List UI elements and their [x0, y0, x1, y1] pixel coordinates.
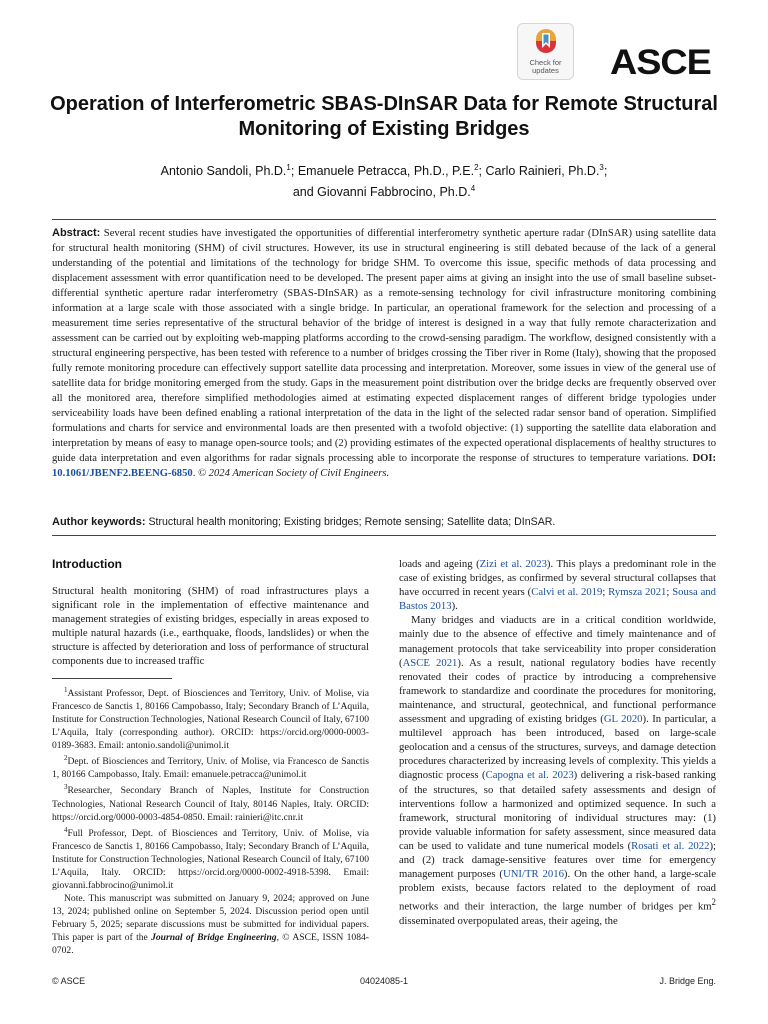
- footnote: $^4$Full Professor, Dept. of Biosciences and Territory, Univ. of Molise, via Francesco de Sanctis 1, 80166 Campobasso, Italy; Secondary Branch of L’Aquila, Institute for Construction Technologies, National Research Council of Italy, 67100 L’Aquila, Italy. ORCID: https://orcid.org/0000-0002-4918-5398. Email: giovanni.fabbrocino@unimol.it: [52, 825, 369, 891]
- citation-link[interactable]: Rymsza 2021: [608, 586, 667, 599]
- paper-title: Operation of Interferometric SBAS-DInSAR Data for Remote Structural Monitoring of Existing Bridges: [50, 93, 718, 140]
- citation-link[interactable]: GL 2020: [603, 713, 643, 726]
- copyright-notice: © 2024 American Society of Civil Engineers.: [197, 468, 390, 479]
- footnote-mark: 4: [64, 825, 68, 834]
- author-separator: ;: [603, 164, 608, 179]
- footnote-rule: [52, 678, 172, 679]
- citation-link[interactable]: Zizi et al. 2023: [479, 558, 547, 570]
- keywords-bottom-rule: [52, 535, 716, 536]
- body-column-left: [52, 584, 369, 669]
- journal-abbreviation: J. Bridge Eng.: [659, 976, 716, 986]
- footnotes: [52, 684, 369, 957]
- asce-logo: ASCE: [610, 43, 711, 82]
- journal-name: Journal of Bridge Engineering: [151, 931, 277, 943]
- footnote-mark: 1: [64, 686, 68, 694]
- doi-label: DOI:: [692, 453, 717, 464]
- submission-note: Note. This manuscript was submitted on January 9, 2024; approved on June 13, 2024; published online on September 5, 2024. Discussion period open until February 5, 2025; separate discussions must be submitted for individual papers. This paper is part of the Journal of Bridge Engineering, © ASCE, ISSN 1084-0702.: [52, 892, 369, 956]
- article-number: 04024085-1: [359, 976, 409, 986]
- abstract: Abstract: Several recent studies have investigated the opportunities of differential interferometry synthetic aperture radar (DInSAR) using satellite data for structural health monitoring (SHM) of civil structures. However, its use in structural engineering is still debated because of the lack of a general understanding of the potential and limitations of the technology for bridge SHM. To overcome this issue, specific methods of data processing and displacement assessment with error quantification need to be developed. The present paper aims at giving an insight into the use of small baseline subset-differential synthetic aperture radar interferometry (SBAS-DInSAR) as a remote-sensing technology for civil infrastructure monitoring combining information at a large scale with those associated with a single bridge. In particular, an operational framework for the selection and processing of a measurement time series representative of the structural behavior of the bridge of interest is designed in a way that fully remote characterization and assessment can be carried out by exploiting web-mapping platforms according to the crowd-sensing paradigm. The workflow, designed consistently with a structural engineering perspective, has been tested with reference to a number of bridges crossing the Tiber river in Rome (Italy), showing that the proposed fully remote monitoring procedure can effectively support satellite data processing and interpretation. Moreover, some issues in view of the general use of satellite data for bridge monitoring emerged from the study. Gaps in the measurement point distribution over the bridge decks are frequently observed over all the monitored area, therefore simplified methodologies aimed at estimating expected displacement ranges of different bridge typologies under serviceability loads have been defined enabling a rational interpretation of the data in the light of the selected radar sensor band of operation. Simplified formulations and charts for service and environmental loads are then presented with a twofold objective: (1) supporting the satellite data elaboration and interpretation by means of easy to manage open-source tools; and (2) providing estimates of the expected operational displacements of healthy structures to guide data interpretation and even algorithms for radar signals processing able to incorporate the response of structures to temperature variations. DOI: 10.1061/JBENF2.BEENG-6850. © 2024 American Society of Civil Engineers.: [52, 227, 717, 479]
- affiliation-mark: 3: [599, 163, 604, 172]
- author-name: Emanuele Petracca, Ph.D., P.E.: [297, 164, 475, 179]
- author-list: [40, 159, 728, 201]
- paragraph: loads and ageing (Zizi et al. 2023). This plays a predominant role in the case of existing bridges, as confirmed by several structural collapses that have occurred in recent years (Calvi et al. 2019; Rymsza 2021; Sousa and Bastos 2013).: [399, 558, 716, 613]
- paragraph: Structural health monitoring (SHM) of road infrastructures plays a significant role in the implementation of effective maintenance and management strategies of existing bridges, especially in areas exposed to multiple natural hazards (i.e., earthquake, floods, landslides) or when the structure is affected by deterioration and loss of performance of structural components due to increased traffic: [52, 585, 369, 668]
- citation-link[interactable]: ASCE 2021: [402, 656, 458, 669]
- citation-link[interactable]: Rosati et al. 2022: [631, 839, 710, 852]
- citation-link[interactable]: Sousa and Bastos 2013: [399, 586, 716, 613]
- footnote: $^3$Researcher, Secondary Branch of Naples, Institute for Construction Technologies, National Research Council of Italy, 80146 Naples, Italy. ORCID: https://orcid.org/0000-0003-4854-0850. Email: rainieri@itc.cnr.it: [52, 783, 369, 823]
- check-for-updates-badge[interactable]: [517, 23, 574, 80]
- check-for-updates-label: Check for updates: [529, 58, 562, 75]
- affiliation-mark: 2: [474, 163, 479, 172]
- abstract-heading: Abstract:: [52, 227, 101, 239]
- body-column-right: [399, 557, 716, 928]
- author-keywords: [52, 515, 716, 529]
- doi-link[interactable]: 10.1061/JBENF2.BEENG-6850: [52, 468, 193, 479]
- abstract-top-rule: [52, 219, 716, 220]
- paragraph: Many bridges and viaducts are in a critical condition worldwide, mainly due to the absence of effective and timely maintenance and of management protocols that take serviceability into proper consideration (ASCE 2021). As a result, national regulatory bodies have recently renovated their codes of practice by introducing a comprehensive framework to standardize and coordinate the procedures for monitoring, maintenance, and structural, geotechnical, and functional performance assessment and upgrading of existing bridges (GL 2020). In particular, a multilevel approach has been introduced, based on large-scale geolocation and a census of the structures, surveys, and damage detection procedures characterized by increasing levels of complexity. This yields a diagnostic process (Capogna et al. 2023) delivering a risk-based ranking of the structures, so that detailed safety assessments and design of interventions follow a harmonized and optimized sequence. In such a framework, structural monitoring of individual structures may: (1) provide valuable information for safety assessment, since measured data can be used to validate and tune numerical models (Rosati et al. 2022); and (2) track damage-sensitive features over time for emergency management purposes (UNI/TR 2016). On the other hand, a large-scale problem exists, because factors related to the deployment of road networks and their interaction, the large number of bridges per $km^2$ disseminated overpopulated areas, their ageing, the: [399, 614, 717, 927]
- affiliation-mark: 4: [470, 184, 476, 194]
- section-heading-introduction: Introduction: [52, 557, 122, 571]
- author-name: Carlo Rainieri, Ph.D.: [485, 164, 600, 179]
- author-separator: ;: [478, 164, 486, 179]
- footnote: $^1$Assistant Professor, Dept. of Biosciences and Territory, Univ. of Molise, via Francesco de Sanctis 1, 80166 Campobasso, Italy; Secondary Branch of L’Aquila, Institute for Construction Technologies, National Research Council of Italy, 67100 L’Aquila, Italy (corresponding author). ORCID: https://orcid.org/0000-0003-0189-3683. Email: antonio.sandoli@unimol.it: [52, 686, 369, 752]
- citation-link[interactable]: UNI/TR 2016: [503, 868, 564, 881]
- page-footer: [52, 976, 716, 990]
- footnote-mark: 2: [64, 754, 68, 763]
- author-separator: ;: [290, 164, 298, 179]
- footer-copyright: © ASCE: [52, 976, 86, 986]
- keywords-heading: Author keywords:: [52, 516, 146, 528]
- citation-link[interactable]: Capogna et al. 2023: [485, 769, 574, 782]
- citation-link[interactable]: Calvi et al. 2019: [531, 586, 603, 599]
- author-name: Antonio Sandoli, Ph.D.: [160, 164, 287, 179]
- affiliation-mark: 1: [286, 163, 291, 172]
- crossmark-icon: [535, 28, 557, 54]
- keywords-text: Structural health monitoring; Existing bridges; Remote sensing; Satellite data; DInSAR.: [148, 516, 556, 528]
- footnote: $^2$Dept. of Biosciences and Territory, Univ. of Molise, via Francesco de Sanctis 1, 80166 Campobasso, Italy. Email: emanuele.petracca@unimol.it: [52, 754, 369, 781]
- author-name: and Giovanni Fabbrocino, Ph.D.: [292, 185, 471, 200]
- abstract-body: Several recent studies have investigated the opportunities of differential interferometry synthetic aperture radar (DInSAR) using satellite data for structural health monitoring (SHM) of civil structures. However, its use in structural engineering is still debated because of the lack of a general understanding of the potential and limitations of the technology for bridge SHM. To overcome this issue, specific methods of data processing and displacement assessment with error quantification need to be developed. The present paper aims at giving an insight into the use of small baseline subset-differential synthetic aperture radar interferometry (SBAS-DInSAR) as a remote-sensing technology for civil infrastructure monitoring combining information at a large scale with those associated with a single bridge. In particular, an operational framework for the selection and processing of a measurement time series representative of the structural behavior of the bridge of interest is designed in a way that fully remote characterization and assessment can be carried out by exploiting web-mapping platforms according to the crowd-sensing paradigm. The workflow, designed consistently with a structural engineering perspective, has been tested with reference to a number of bridges crossing the Tiber river in Rome (Italy), showing that the proposed fully remote monitoring procedure can effectively support satellite data processing and interpretation. Moreover, some issues in view of the general use of satellite data for bridge monitoring emerged from the study. Gaps in the measurement point distribution over the bridge decks are frequently observed over all the monitored area, therefore simplified methodologies aimed at estimating expected displacement ranges of different bridge typologies under serviceability loads have been defined enabling a rational interpretation of the data in the light of the selected radar sensor band of operation. Simplified formulations and charts for service and environmental loads are then presented with a twofold objective: (1) supporting the satellite data elaboration and interpretation by means of easy to manage open-source tools; and (2) providing estimates of the expected operational displacements of healthy structures to guide data interpretation and even algorithms for radar signals processing able to incorporate the response of structures to temperature variations.: [52, 228, 717, 464]
- footnote-mark: 3: [64, 783, 68, 792]
